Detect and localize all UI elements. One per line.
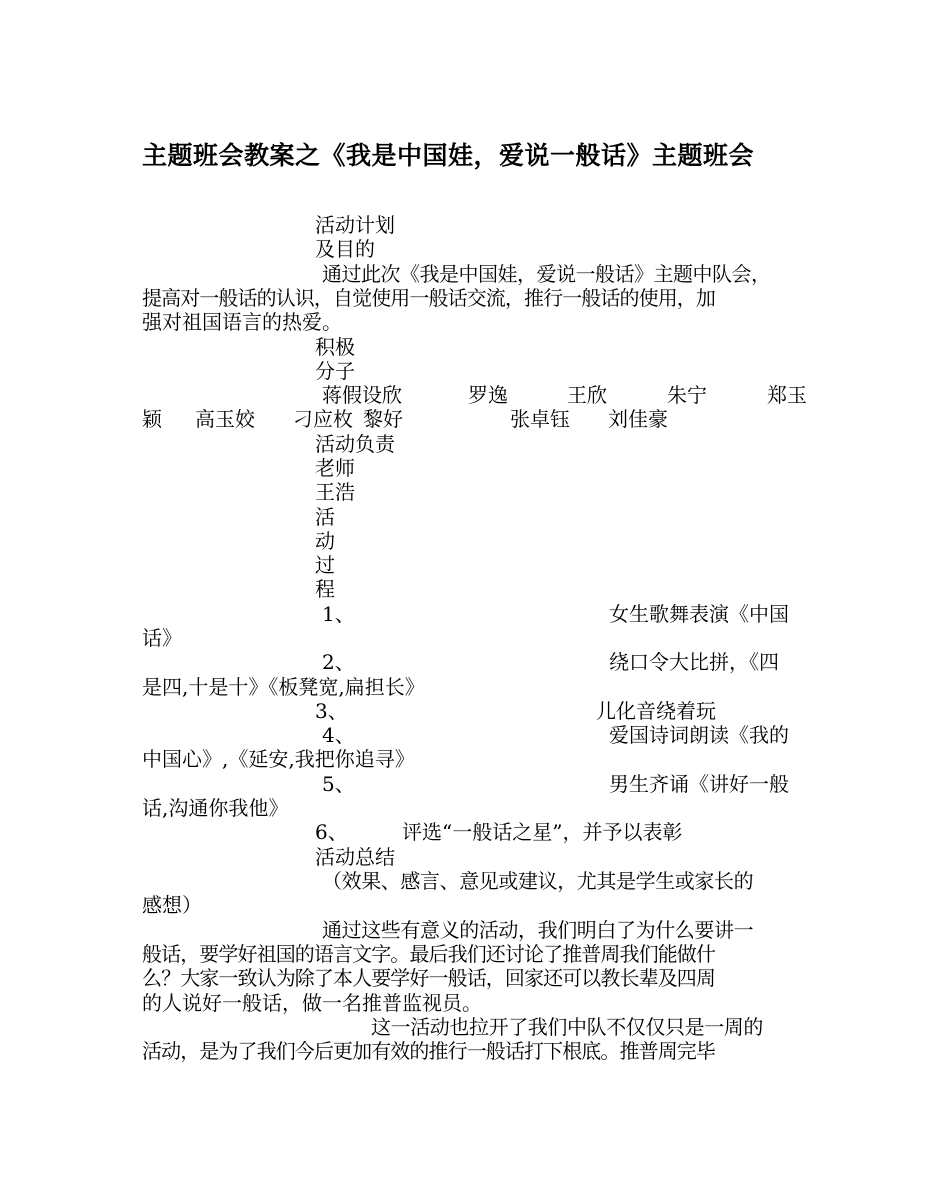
paragraph-line: 这一活动也拉开了我们中队不仅仅只是一周的 <box>371 1015 763 1039</box>
process-item-number: 1、 <box>322 602 355 626</box>
member-name: 郑玉 <box>767 383 807 407</box>
section-heading-members: 积极 <box>315 335 355 359</box>
paragraph-line: 通过此次《我是中国娃，爱说一般话》主题中队会， <box>322 262 771 286</box>
process-item-number: 4、 <box>322 723 355 747</box>
paragraph-line: 活动，是为了我们今后更加有效的推行一般话打下根底。推普周完毕 <box>142 1039 715 1063</box>
process-item-number: 5、 <box>322 772 355 796</box>
process-item-text: 女生歌舞表演《中国 <box>609 602 789 626</box>
teacher-name: 王浩 <box>315 480 355 504</box>
summary-note-line: 感想） <box>142 893 202 917</box>
process-item-text-cont: 话》 <box>142 626 182 650</box>
process-item-number: 3、 <box>315 699 348 723</box>
summary-note-line: （效果、感言、意见或建议，尤其是学生或家长的 <box>322 869 754 893</box>
process-item-text-cont: 是四,十是十》《板凳宽,扁担长》 <box>142 675 425 699</box>
member-name: 朱宁 <box>667 383 707 407</box>
document-title: 主题班会教案之《我是中国娃，爱说一般话》主题班会 <box>142 141 755 170</box>
member-name: 张卓钰 <box>510 407 570 431</box>
paragraph-line: 通过这些有意义的活动，我们明白了为什么要讲一 <box>322 918 754 942</box>
process-item-text-cont: 中国心》,《延安,我把你追寻》 <box>142 747 415 771</box>
section-heading-plan-cont: 及目的 <box>315 237 375 261</box>
section-heading-members-cont: 分子 <box>315 359 355 383</box>
process-item-number: 2、 <box>322 650 355 674</box>
process-item-text: 爱国诗词朗读《我的 <box>609 723 789 747</box>
member-name: 刁应枚 <box>293 407 353 431</box>
member-name: 刘佳豪 <box>608 407 668 431</box>
paragraph-line: 提高对一般话的认识，自觉使用一般话交流，推行一般话的使用，加 <box>142 286 715 310</box>
member-name: 罗逸 <box>468 383 508 407</box>
process-item-text-cont: 话,沟通你我他》 <box>142 796 289 820</box>
process-item-text: 绕口令大比拼，《四 <box>609 650 779 674</box>
process-item-number: 6、 <box>315 820 348 844</box>
member-name: 颖 <box>142 407 162 431</box>
paragraph-line: 般话，要学好祖国的语言文字。最后我们还讨论了推普周我们能做什 <box>142 942 715 966</box>
section-heading-process: 活 <box>315 505 335 529</box>
section-heading-plan: 活动计划 <box>315 213 395 237</box>
process-item-text: 评选“一般话之星”，并予以表彰 <box>402 820 683 844</box>
section-heading-process: 程 <box>315 577 335 601</box>
paragraph-line: 的人说好一般话，做一名推普监视员。 <box>142 991 482 1015</box>
member-name: 王欣 <box>567 383 607 407</box>
member-name: 蒋假设欣 <box>322 383 402 407</box>
process-item-text: 儿化音绕着玩 <box>596 699 716 723</box>
paragraph-line: 么？大家一致认为除了本人要学好一般话，回家还可以教长辈及四周 <box>142 966 715 990</box>
section-heading-summary: 活动总结 <box>315 845 395 869</box>
section-heading-teacher-cont: 老师 <box>315 456 355 480</box>
process-item-text: 男生齐诵《讲好一般 <box>609 772 789 796</box>
section-heading-process: 过 <box>315 553 335 577</box>
section-heading-process: 动 <box>315 529 335 553</box>
section-heading-teacher: 活动负责 <box>315 432 395 456</box>
paragraph-line: 强对祖国语言的热爱。 <box>142 310 342 334</box>
member-name: 黎好 <box>363 407 403 431</box>
member-name: 高玉姣 <box>195 407 255 431</box>
